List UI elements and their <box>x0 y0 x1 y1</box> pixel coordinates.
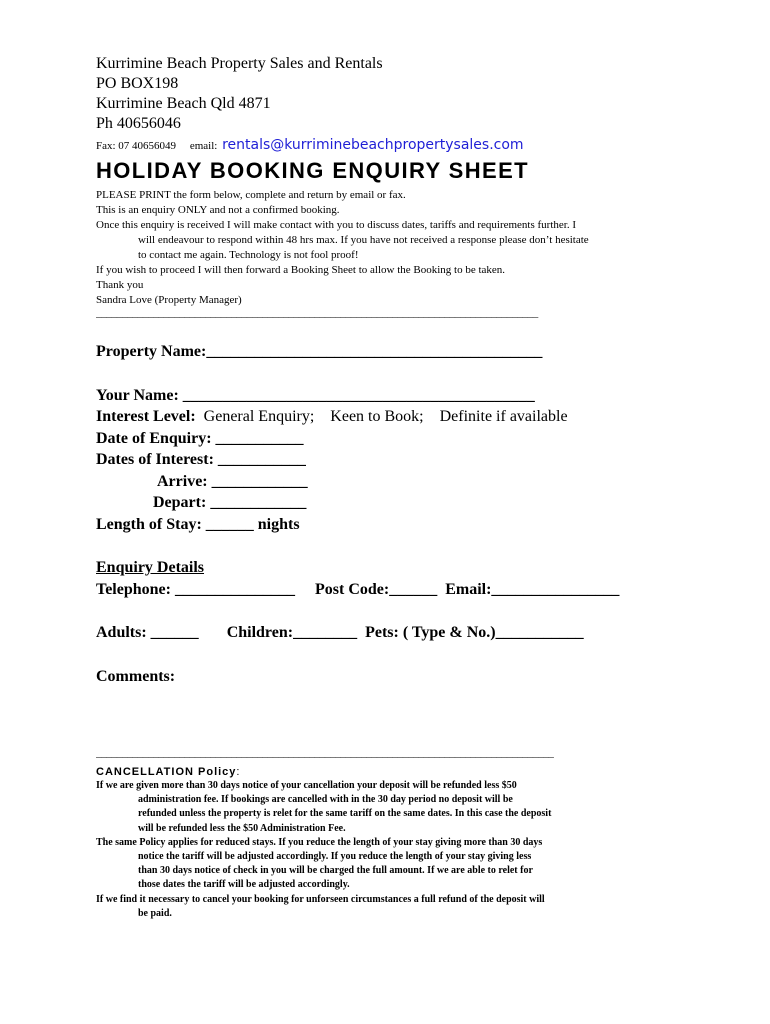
company-address <box>96 54 676 134</box>
depart-field[interactable]: Depart: ____________ <box>153 494 307 511</box>
interest-level-options[interactable]: General Enquiry; Keen to Book; Definite if available <box>203 408 568 425</box>
interest-level-label: Interest Level: <box>96 408 196 425</box>
policy-line: administration fee. If bookings are cancelled with in the 30 day period no deposit will be <box>138 794 513 806</box>
fax-email-line <box>96 135 676 156</box>
policy-line: those dates the tariff will be adjusted accordingly. <box>138 879 350 891</box>
property-name-field[interactable]: Property Name:__________________________________________ <box>96 343 543 360</box>
email-label: email: <box>189 140 218 152</box>
fax-number: Fax: 07 40656049 <box>96 140 177 152</box>
intro-line: will endeavour to respond within 48 hrs max. If you have not received a response please don’t hesitate <box>138 234 589 246</box>
policy-line: If we are given more than 30 days notice of your cancellation your deposit will be refunded less $50 <box>96 780 517 791</box>
town: Kurrimine Beach Qld 4871 <box>96 95 271 112</box>
children-field[interactable]: Children:________ <box>226 624 358 641</box>
cancellation-colon: : <box>236 766 241 778</box>
signature-name: Sandra Love (Property Manager) <box>96 294 242 306</box>
cancellation-heading <box>96 765 676 779</box>
pets-field[interactable]: Pets: ( Type & No.)___________ <box>365 624 584 641</box>
email-field[interactable]: Email:________________ <box>445 580 620 598</box>
policy-line: notice the tariff will be adjusted accordingly. If you reduce the length of your stay giving less <box>138 851 532 863</box>
post-code-field[interactable]: Post Code:______ <box>314 580 438 598</box>
policy-line: refunded unless the property is relet for the same tariff on the same dates. In this case the deposit <box>138 808 552 820</box>
policy-line: than 30 days notice of check in you will be charged the full amount. If we are able to relet for <box>138 865 533 877</box>
document-page <box>96 54 676 921</box>
intro-line: This is an enquiry ONLY and not a confirmed booking. <box>96 204 340 216</box>
guests-row <box>96 622 676 644</box>
policy-line: will be refunded less the $50 Administration Fee. <box>138 822 346 834</box>
cancellation-policy-text <box>96 779 676 921</box>
intro-line: PLEASE PRINT the form below, complete and return by email or fax. <box>96 189 406 201</box>
intro-text <box>96 188 676 308</box>
intro-line: Thank you <box>96 279 144 291</box>
policy-line: The same Policy applies for reduced stays. If you reduce the length of your stay giving more than 30 days <box>96 836 543 848</box>
po-box: PO BOX198 <box>96 75 179 92</box>
intro-line: Once this enquiry is received I will make contact with you to discuss dates, tariffs and requirements further. I <box>96 219 576 231</box>
arrive-field[interactable]: Arrive: ____________ <box>157 472 308 490</box>
page-title: HOLIDAY BOOKING ENQUIRY SHEET <box>96 158 530 183</box>
interest-level-row <box>96 406 676 428</box>
date-of-enquiry-field[interactable]: Date of Enquiry: ___________ <box>96 429 304 447</box>
policy-line: If we find it necessary to cancel your booking for unforseen circumstances a full refund of the deposit will <box>96 893 545 905</box>
cancellation-title: CANCELLATION Policy <box>96 766 237 778</box>
divider-bottom: ________________________________________________________________________________________ <box>96 748 554 759</box>
adults-field[interactable]: Adults: ______ <box>96 624 199 641</box>
comments-label[interactable]: Comments: <box>96 667 176 685</box>
divider-top: _____________________________________________________________________________________ <box>96 308 539 319</box>
policy-line: be paid. <box>138 907 172 919</box>
intro-line: If you wish to proceed I will then forward a Booking Sheet to allow the Booking to be taken. <box>96 264 506 276</box>
your-name-field[interactable]: Your Name: ____________________________________________ <box>96 386 535 404</box>
company-name: Kurrimine Beach Property Sales and Rentals <box>96 55 383 72</box>
enquiry-details-heading: Enquiry Details <box>96 559 205 576</box>
email-link[interactable]: rentals@kurriminebeachpropertysales.com <box>222 137 524 153</box>
intro-line: to contact me again. Technology is not fool proof! <box>138 249 359 261</box>
contact-row <box>96 579 676 601</box>
length-of-stay-field[interactable]: Length of Stay: ______ nights <box>96 515 300 533</box>
dates-of-interest-field[interactable]: Dates of Interest: ___________ <box>96 451 306 468</box>
telephone-field[interactable]: Telephone: _______________ <box>96 580 295 598</box>
phone: Ph 40656046 <box>96 115 181 132</box>
